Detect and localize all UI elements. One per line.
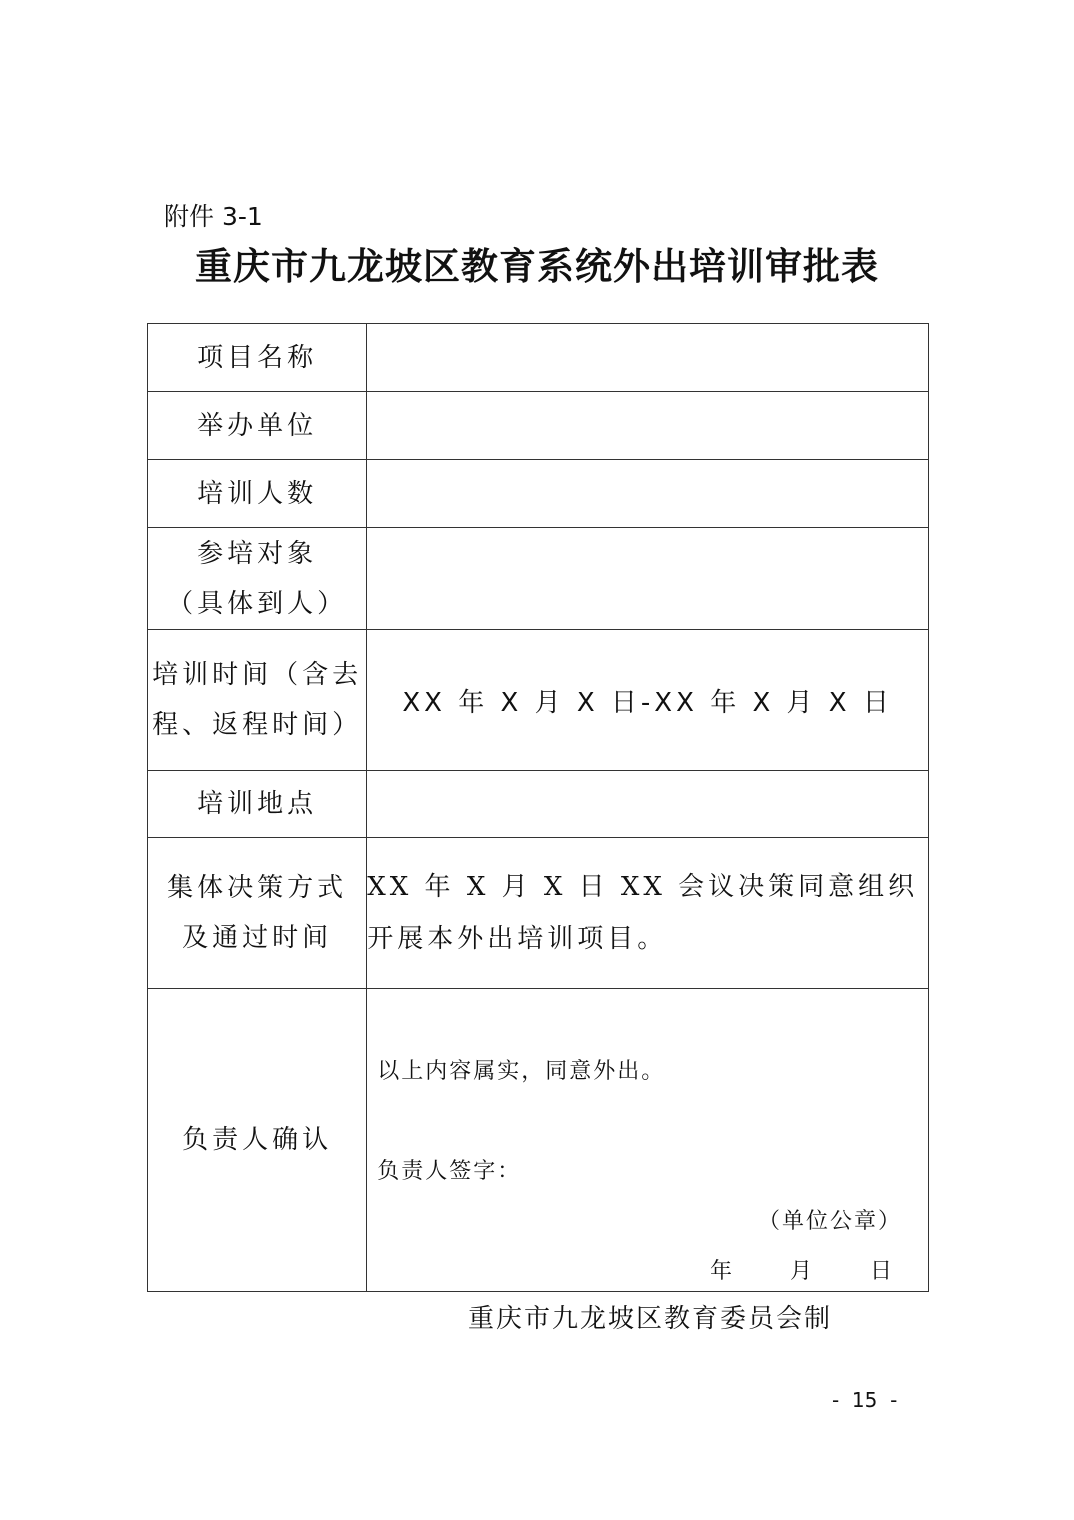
page-number: - 15 -	[832, 1388, 898, 1412]
label-decision-line1: 集体决策方式	[167, 873, 348, 903]
value-organizer[interactable]	[367, 392, 929, 460]
row-organizer	[148, 392, 929, 460]
label-decision-line2: 及通过时间	[182, 923, 333, 953]
label-training-time-line1: 培训时间（含去	[152, 660, 363, 690]
label-organizer: 举办单位	[148, 392, 367, 460]
label-participants	[148, 528, 367, 630]
label-trainee-count: 培训人数	[148, 460, 367, 528]
confirm-box	[367, 989, 928, 1291]
row-responsible-confirm	[148, 989, 929, 1292]
approval-form-table	[147, 323, 929, 1292]
row-trainee-count	[148, 460, 929, 528]
value-participants[interactable]	[367, 528, 929, 630]
label-responsible-confirm: 负责人确认	[148, 989, 367, 1292]
row-training-time	[148, 630, 929, 771]
value-training-location[interactable]	[367, 771, 929, 838]
label-participants-line1: 参培对象	[197, 538, 318, 569]
value-project-name[interactable]	[367, 324, 929, 392]
value-trainee-count[interactable]	[367, 460, 929, 528]
footer-organization: 重庆市九龙坡区教育委员会制	[468, 1304, 833, 1334]
attachment-label: 附件 3-1	[164, 202, 263, 231]
label-training-time	[148, 630, 367, 771]
label-training-time-line2: 程、返程时间）	[152, 710, 363, 740]
seal-label: （单位公章）	[757, 1209, 902, 1234]
day-label: 日	[869, 1259, 894, 1284]
label-project-name: 项目名称	[148, 324, 367, 392]
value-responsible-confirm[interactable]	[367, 989, 929, 1292]
label-training-location: 培训地点	[148, 771, 367, 838]
confirm-statement: 以上内容属实，同意外出。	[377, 1059, 666, 1084]
value-training-time[interactable]: XX 年 X 月 X 日-XX 年 X 月 X 日	[367, 630, 929, 771]
year-label: 年	[709, 1259, 734, 1284]
row-project-name	[148, 324, 929, 392]
row-decision	[148, 838, 929, 989]
label-decision	[148, 838, 367, 989]
label-participants-line2: （具体到人）	[167, 588, 348, 619]
row-training-location	[148, 771, 929, 838]
signer-label: 负责人签字：	[377, 1159, 522, 1184]
document-title: 重庆市九龙坡区教育系统外出培训审批表	[195, 244, 879, 288]
date-line	[710, 1257, 894, 1287]
month-label: 月	[789, 1259, 814, 1284]
value-decision[interactable]: XX 年 X 月 X 日 XX 会议决策同意组织开展本外出培训项目。	[367, 838, 929, 989]
row-participants	[148, 528, 929, 630]
